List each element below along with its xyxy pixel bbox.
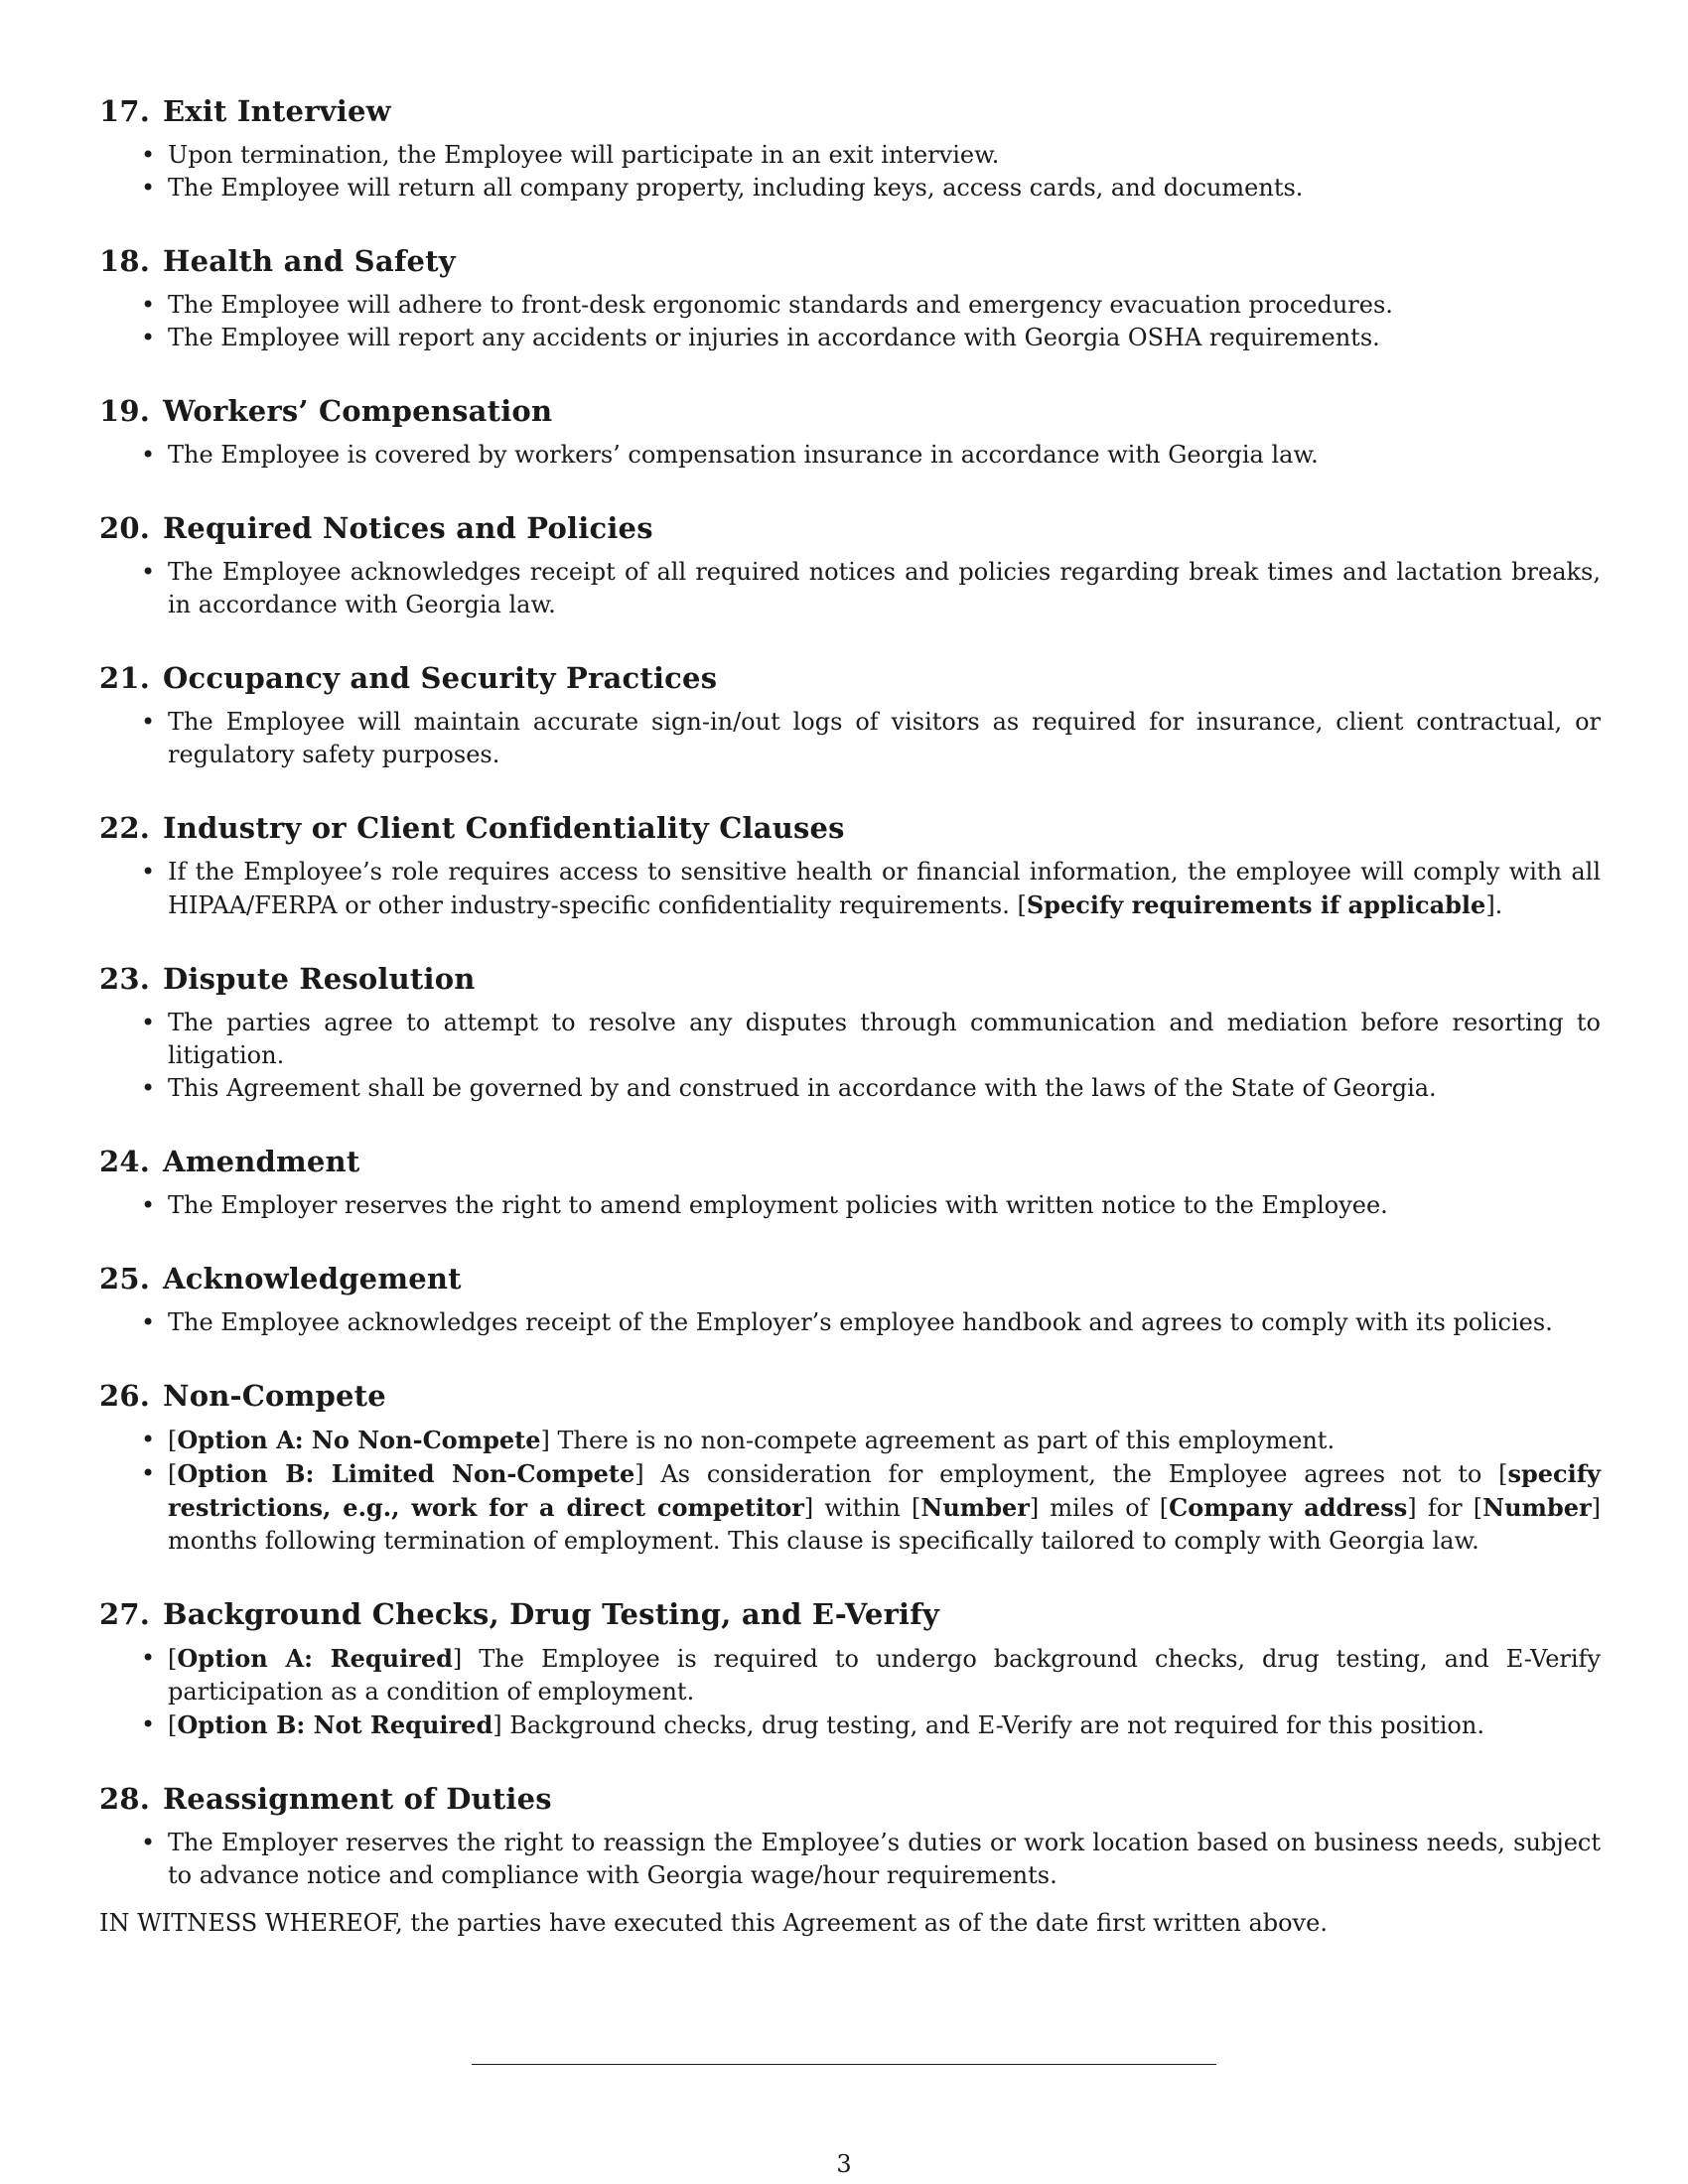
bullet-list bbox=[99, 556, 1601, 621]
bullet-icon: • bbox=[141, 441, 156, 469]
bullet-list bbox=[99, 1007, 1601, 1105]
section-title-text: Occupancy and Security Practices bbox=[163, 661, 718, 695]
list-item bbox=[99, 1072, 1601, 1105]
bullet-icon: • bbox=[141, 174, 156, 202]
bullet-icon: • bbox=[141, 1710, 156, 1738]
item-text: The Employee acknowledges receipt of the Employer’s employee handbook and agrees to comply with its policies. bbox=[168, 1308, 1553, 1336]
bullet-list bbox=[99, 856, 1601, 922]
section-title-text: Non-Compete bbox=[163, 1379, 386, 1413]
bullet-icon: • bbox=[141, 324, 156, 351]
list-item bbox=[99, 1189, 1601, 1222]
list-item bbox=[99, 1827, 1601, 1892]
item-text: The parties agree to attempt to resolve any disputes through communication and mediation before resorting to litigation. bbox=[168, 1009, 1601, 1069]
item-text: The Employer reserves the right to amend employment policies with written notice to the Employee. bbox=[168, 1191, 1388, 1219]
list-item bbox=[99, 172, 1601, 205]
item-text: ] As consideration for employment, the Employee agrees not to [ bbox=[634, 1460, 1508, 1488]
section-number: 19. bbox=[99, 394, 151, 428]
sections-container bbox=[99, 91, 1601, 1892]
witness-statement: IN WITNESS WHEREOF, the parties have executed this Agreement as of the date first written above. bbox=[99, 1909, 1328, 1937]
section bbox=[99, 508, 1601, 621]
item-text: [ bbox=[168, 1427, 178, 1454]
bullet-list bbox=[99, 706, 1601, 771]
item-text: ] for [ bbox=[1407, 1494, 1483, 1522]
section-title-text: Industry or Client Confidentiality Clauses bbox=[163, 811, 845, 845]
placeholder-text: Specify requirements if applicable bbox=[1026, 890, 1486, 919]
placeholder-text: Option B: Not Required bbox=[177, 1710, 493, 1739]
placeholder-text: Option B: Limited Non-Compete bbox=[177, 1459, 635, 1488]
section-number: 17. bbox=[99, 94, 151, 128]
bullet-icon: • bbox=[141, 1644, 156, 1672]
item-text: The Employee acknowledges receipt of all required notices and policies regarding break times and lactation breaks, in accordance with Georgia law. bbox=[168, 558, 1601, 618]
section-title-text: Reassignment of Duties bbox=[163, 1782, 552, 1816]
item-text: ]. bbox=[1485, 891, 1503, 919]
item-text: If the Employee’s role requires access to sensitive health or financial information, the employee will comply with all HIPAA/FERPA or other industry-specific confidentiality requirements. [ bbox=[168, 858, 1601, 919]
bullet-icon: • bbox=[141, 1459, 156, 1487]
section-number: 23. bbox=[99, 962, 151, 996]
list-item bbox=[99, 1457, 1601, 1558]
section bbox=[99, 1779, 1601, 1892]
section-heading bbox=[99, 1259, 1601, 1298]
section-heading bbox=[99, 808, 1601, 848]
bullet-icon: • bbox=[141, 1074, 156, 1102]
bullet-icon: • bbox=[141, 1191, 156, 1219]
document-page bbox=[99, 91, 1601, 1964]
bullet-list bbox=[99, 1424, 1601, 1558]
list-item bbox=[99, 856, 1601, 922]
placeholder-text: Company address bbox=[1169, 1493, 1408, 1522]
section-number: 27. bbox=[99, 1597, 151, 1631]
section-number: 28. bbox=[99, 1782, 151, 1816]
bullet-icon: • bbox=[141, 1426, 156, 1453]
section bbox=[99, 1376, 1601, 1558]
section-title-text: Acknowledgement bbox=[163, 1262, 462, 1296]
bullet-list bbox=[99, 1306, 1601, 1339]
placeholder-text: Number bbox=[920, 1493, 1030, 1522]
bullet-icon: • bbox=[141, 708, 156, 736]
bullet-list bbox=[99, 1642, 1601, 1742]
section bbox=[99, 658, 1601, 771]
item-text: ] There is no non-compete agreement as part of this employment. bbox=[540, 1427, 1336, 1454]
bullet-icon: • bbox=[141, 291, 156, 319]
section-heading bbox=[99, 1594, 1601, 1634]
section-number: 25. bbox=[99, 1262, 151, 1296]
section bbox=[99, 241, 1601, 354]
bullet-list bbox=[99, 139, 1601, 205]
item-text: [ bbox=[168, 1460, 178, 1488]
section bbox=[99, 91, 1601, 205]
bullet-icon: • bbox=[141, 1829, 156, 1856]
list-item bbox=[99, 139, 1601, 172]
section-heading bbox=[99, 1779, 1601, 1819]
section-title-text: Background Checks, Drug Testing, and E-Verify bbox=[163, 1597, 939, 1631]
bullet-list bbox=[99, 1189, 1601, 1222]
item-text: [ bbox=[168, 1711, 178, 1739]
section bbox=[99, 959, 1601, 1105]
section bbox=[99, 1142, 1601, 1222]
list-item bbox=[99, 556, 1601, 621]
section-title-text: Amendment bbox=[163, 1145, 360, 1178]
section-heading bbox=[99, 658, 1601, 698]
item-text: [ bbox=[168, 1645, 178, 1673]
section-number: 20. bbox=[99, 511, 151, 545]
bullet-list bbox=[99, 289, 1601, 354]
section-title-text: Workers’ Compensation bbox=[163, 394, 553, 428]
list-item bbox=[99, 1007, 1601, 1072]
item-text: ] Background checks, drug testing, and E-Verify are not required for this position. bbox=[492, 1711, 1484, 1739]
signature-line bbox=[472, 2064, 1216, 2065]
bullet-icon: • bbox=[141, 558, 156, 586]
bullet-list bbox=[99, 439, 1601, 472]
placeholder-text: Option A: No Non-Compete bbox=[177, 1426, 541, 1454]
section-title-text: Required Notices and Policies bbox=[163, 511, 653, 545]
section-heading bbox=[99, 91, 1601, 131]
page-number: 3 bbox=[836, 2150, 852, 2178]
item-text: The Employee will maintain accurate sign-in/out logs of visitors as required for insurance, client contractual, or regulatory safety purposes. bbox=[168, 708, 1601, 768]
item-text: The Employee will report any accidents or injuries in accordance with Georgia OSHA requirements. bbox=[168, 324, 1380, 351]
list-item bbox=[99, 439, 1601, 472]
section-number: 24. bbox=[99, 1145, 151, 1178]
item-text: ] months following termination of employment. This clause is specifically tailored to comply with Georgia law. bbox=[168, 1494, 1602, 1555]
section-heading bbox=[99, 1376, 1601, 1416]
section-title-text: Dispute Resolution bbox=[163, 962, 476, 996]
section-number: 22. bbox=[99, 811, 151, 845]
section bbox=[99, 808, 1601, 922]
list-item bbox=[99, 706, 1601, 771]
section bbox=[99, 1259, 1601, 1339]
placeholder-text: specify restrictions, e.g., work for a direct competitor bbox=[168, 1459, 1601, 1522]
section-heading bbox=[99, 959, 1601, 999]
bullet-icon: • bbox=[141, 1009, 156, 1036]
item-text: Upon termination, the Employee will participate in an exit interview. bbox=[168, 141, 1000, 169]
placeholder-text: Option A: Required bbox=[177, 1644, 453, 1673]
section bbox=[99, 391, 1601, 472]
item-text: The Employee is covered by workers’ compensation insurance in accordance with Georgia law. bbox=[168, 441, 1319, 469]
bullet-icon: • bbox=[141, 858, 156, 886]
list-item bbox=[99, 322, 1601, 354]
list-item bbox=[99, 1424, 1601, 1457]
list-item bbox=[99, 1306, 1601, 1339]
list-item bbox=[99, 1708, 1601, 1742]
section-heading bbox=[99, 1142, 1601, 1181]
item-text: ] miles of [ bbox=[1029, 1494, 1170, 1522]
list-item bbox=[99, 1642, 1601, 1708]
item-text: ] within [ bbox=[803, 1494, 921, 1522]
section-title-text: Exit Interview bbox=[163, 94, 391, 128]
bullet-list bbox=[99, 1827, 1601, 1892]
bullet-icon: • bbox=[141, 1308, 156, 1336]
item-text: ] The Employee is required to undergo background checks, drug testing, and E-Verify participation as a condition of employment. bbox=[168, 1645, 1601, 1706]
section-number: 26. bbox=[99, 1379, 151, 1413]
section-number: 21. bbox=[99, 661, 151, 695]
item-text: The Employer reserves the right to reassign the Employee’s duties or work location based on business needs, subject to advance notice and compliance with Georgia wage/hour requirements. bbox=[168, 1829, 1601, 1889]
section-number: 18. bbox=[99, 244, 151, 278]
placeholder-text: Number bbox=[1482, 1493, 1592, 1522]
item-text: The Employee will adhere to front-desk ergonomic standards and emergency evacuation procedures. bbox=[168, 291, 1393, 319]
section-heading bbox=[99, 241, 1601, 281]
section-heading bbox=[99, 508, 1601, 548]
section bbox=[99, 1594, 1601, 1742]
item-text: The Employee will return all company property, including keys, access cards, and documents. bbox=[168, 174, 1304, 202]
list-item bbox=[99, 289, 1601, 322]
section-title-text: Health and Safety bbox=[163, 244, 456, 278]
bullet-icon: • bbox=[141, 141, 156, 169]
item-text: This Agreement shall be governed by and construed in accordance with the laws of the State of Georgia. bbox=[168, 1074, 1437, 1102]
section-heading bbox=[99, 391, 1601, 431]
